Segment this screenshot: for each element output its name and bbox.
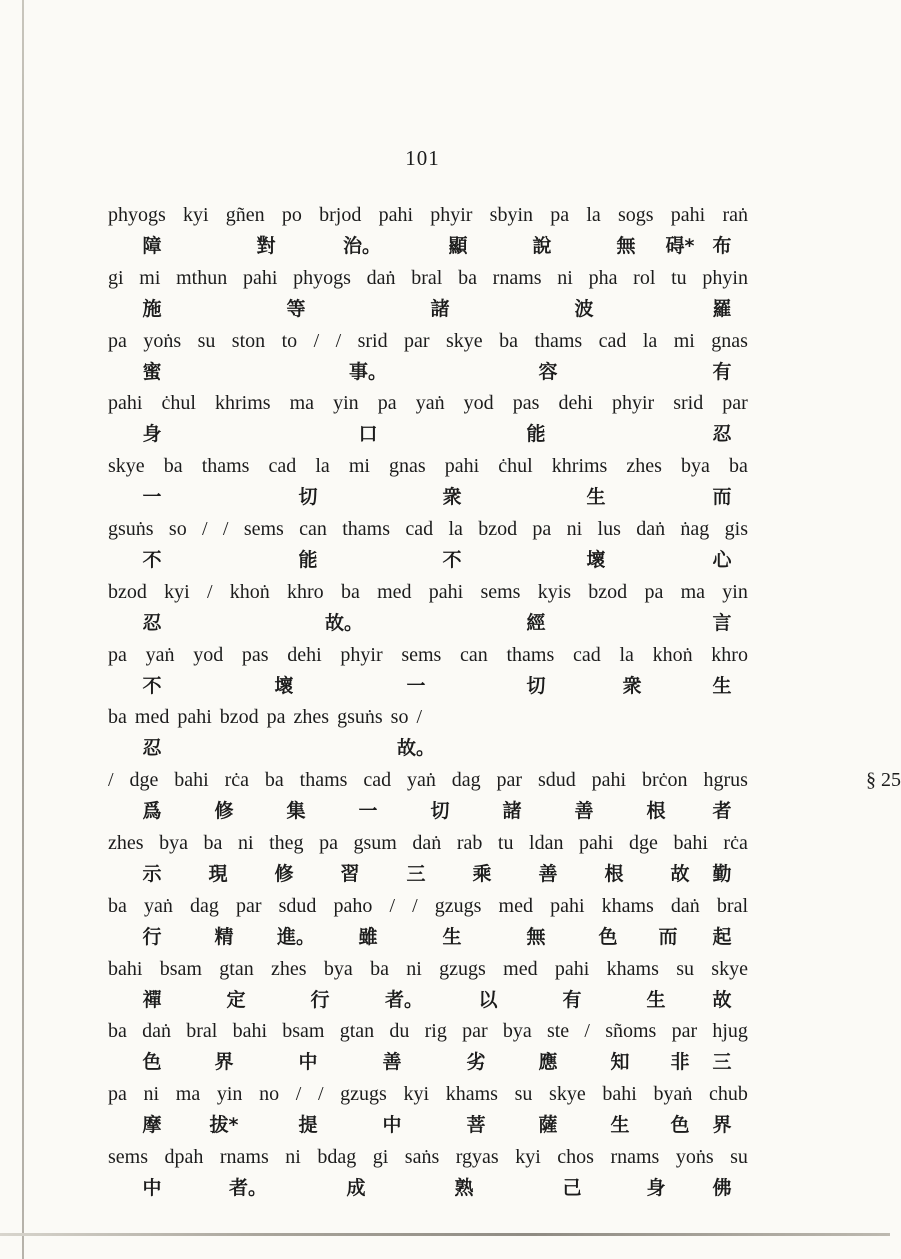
- chinese-character: 己: [562, 1176, 582, 1199]
- chinese-character: 生: [442, 925, 462, 948]
- chinese-character: 知: [610, 1051, 630, 1074]
- chinese-character: 爲: [142, 800, 162, 823]
- line-pair: [108, 640, 748, 703]
- chinese-character: 一: [358, 800, 378, 823]
- chinese-character: 精: [214, 925, 234, 948]
- chinese-gloss-line: [128, 1172, 732, 1204]
- chinese-character: 行: [142, 925, 162, 948]
- line-pair: [108, 1142, 748, 1205]
- chinese-gloss-line: [128, 356, 732, 388]
- chinese-character: 修: [274, 862, 294, 885]
- chinese-character: 一: [142, 486, 162, 509]
- chinese-character: 說: [532, 235, 552, 257]
- tibetan-line: pa yoṅs su ston to / / srid par skye ba thams cad la mi gnas: [108, 329, 748, 352]
- chinese-character: 善: [574, 800, 594, 823]
- chinese-character: 應: [538, 1051, 558, 1074]
- chinese-character: 定: [226, 988, 246, 1011]
- line-pair: [108, 451, 748, 514]
- chinese-character: 根: [604, 862, 624, 885]
- line-pair: [108, 200, 748, 263]
- chinese-character: 乘: [472, 862, 492, 885]
- chinese-character: 能: [526, 423, 546, 446]
- chinese-character: 壞: [274, 674, 294, 697]
- chinese-character: 顯: [448, 235, 468, 257]
- line-pair: [108, 263, 748, 326]
- chinese-character: 生: [646, 988, 666, 1011]
- line-pair: [108, 702, 748, 765]
- chinese-character: 善: [382, 1051, 402, 1074]
- chinese-character: 碍*: [665, 235, 695, 257]
- chinese-gloss-line: [128, 858, 732, 890]
- chinese-character: 三: [406, 862, 426, 885]
- chinese-character: 善: [538, 862, 558, 885]
- chinese-character: 故。: [324, 611, 364, 634]
- page-binding-edge: [22, 0, 24, 1259]
- chinese-character: 三: [712, 1051, 732, 1074]
- chinese-character: 有: [562, 988, 582, 1011]
- chinese-character: 無: [616, 235, 636, 257]
- chinese-character: 不: [142, 674, 162, 697]
- line-pair: [108, 326, 748, 389]
- chinese-character: 施: [142, 297, 162, 320]
- page-number: 101: [405, 146, 440, 170]
- chinese-character: 者。: [384, 988, 424, 1011]
- chinese-character: 修: [214, 800, 234, 823]
- chinese-character: 生: [586, 486, 606, 509]
- chinese-character: 生: [610, 1114, 630, 1137]
- chinese-character: 者。: [228, 1176, 268, 1199]
- tibetan-line: pahi ċhul khrims ma yin pa yaṅ yod pas dehi phyir srid par: [108, 392, 748, 415]
- chinese-character: 羅: [712, 297, 732, 320]
- chinese-gloss-line: [128, 1046, 732, 1078]
- chinese-character: 禪: [142, 988, 162, 1011]
- page-body: [108, 200, 901, 1205]
- chinese-character: 中: [142, 1176, 162, 1199]
- chinese-character: 界: [214, 1051, 234, 1074]
- chinese-character: 中: [382, 1114, 402, 1137]
- chinese-character: 身: [646, 1176, 666, 1199]
- chinese-character: 非: [670, 1051, 690, 1074]
- chinese-gloss-line: [128, 293, 732, 325]
- tibetan-line: gsuṅs so / / sems can thams cad la bzod pa ni lus daṅ ṅag gis: [108, 517, 748, 540]
- chinese-character: 忍: [142, 611, 162, 634]
- chinese-character: 提: [298, 1114, 318, 1137]
- chinese-character: 能: [298, 548, 318, 571]
- tibetan-line: ba daṅ bral bahi bsam gtan du rig par bya ste / sñoms par hjug: [108, 1020, 748, 1043]
- tibetan-line: pa yaṅ yod pas dehi phyir sems can thams cad la khoṅ khro: [108, 643, 748, 666]
- chinese-character: 忍: [712, 423, 732, 446]
- chinese-character: 故。: [396, 737, 436, 760]
- chinese-character: 生: [712, 674, 732, 697]
- chinese-character: 示: [142, 862, 162, 885]
- chinese-character: 蜜: [142, 360, 162, 383]
- line-pair: [108, 828, 748, 891]
- chinese-character: 切: [298, 486, 318, 509]
- chinese-character: 中: [298, 1051, 318, 1074]
- chinese-character: 治。: [342, 235, 382, 257]
- tibetan-line: ba yaṅ dag par sdud paho / / gzugs med pahi khams daṅ bral: [108, 894, 748, 917]
- chinese-gloss-line: [128, 1109, 732, 1141]
- chinese-character: 容: [538, 360, 558, 383]
- chinese-character: 故: [670, 862, 690, 885]
- chinese-character: 摩: [142, 1114, 162, 1137]
- chinese-character: 者: [712, 800, 732, 823]
- chinese-character: 衆: [622, 674, 642, 697]
- tibetan-line: skye ba thams cad la mi gnas pahi ċhul khrims zhes bya ba: [108, 455, 748, 478]
- chinese-gloss-line: [128, 670, 732, 702]
- chinese-character: 根: [646, 800, 666, 823]
- chinese-character: 經: [526, 611, 546, 634]
- chinese-character: 等: [286, 297, 306, 320]
- chinese-character: 界: [712, 1114, 732, 1137]
- chinese-gloss-line: [128, 795, 732, 827]
- chinese-gloss-line: [128, 921, 732, 953]
- line-pair: [108, 388, 748, 451]
- line-pair: [108, 1016, 748, 1079]
- chinese-gloss-line: [128, 481, 732, 513]
- chinese-character: 雖: [358, 925, 378, 948]
- chinese-character: 色: [598, 925, 618, 948]
- section-marker: § 25: [866, 769, 901, 792]
- chinese-character: 言: [712, 611, 732, 634]
- chinese-character: 波: [574, 297, 594, 320]
- tibetan-line: zhes bya ba ni theg pa gsum daṅ rab tu ldan pahi dge bahi rċa: [108, 831, 748, 854]
- chinese-character: 習: [340, 862, 360, 885]
- chinese-character: 諸: [502, 800, 522, 823]
- line-pair: [108, 954, 748, 1017]
- chinese-character: 劣: [466, 1051, 486, 1074]
- chinese-character: 衆: [442, 486, 462, 509]
- chinese-character: 忍: [142, 737, 162, 760]
- chinese-character: 佛: [712, 1176, 732, 1199]
- chinese-character: 而: [658, 925, 678, 948]
- chinese-character: 對: [256, 235, 276, 257]
- line-pair: [108, 577, 748, 640]
- chinese-character: 而: [712, 486, 732, 509]
- tibetan-line: / dge bahi rċa ba thams cad yaṅ dag par sdud pahi brċon hgrus: [108, 769, 748, 792]
- chinese-character: 切: [526, 674, 546, 697]
- chinese-character: 起: [712, 925, 732, 948]
- chinese-character: 事。: [348, 360, 388, 383]
- chinese-character: 進。: [276, 925, 316, 948]
- line-pair: [108, 514, 748, 577]
- chinese-character: 有: [712, 360, 732, 383]
- chinese-character: 口: [358, 423, 378, 446]
- chinese-character: 切: [430, 800, 450, 823]
- tibetan-line: sems dpah rnams ni bdag gi saṅs rgyas kyi chos rnams yoṅs su: [108, 1145, 748, 1168]
- chinese-character: 身: [142, 423, 162, 446]
- chinese-character: 行: [310, 988, 330, 1011]
- tibetan-line: gi mi mthun pahi phyogs daṅ bral ba rnams ni pha rol tu phyin: [108, 266, 748, 289]
- chinese-character: 不: [442, 548, 462, 571]
- chinese-character: 一: [406, 674, 426, 697]
- tibetan-line: ba med pahi bzod pa zhes gsuṅs so /: [108, 706, 423, 729]
- chinese-character: 障: [142, 235, 162, 257]
- bottom-rule: [0, 1233, 890, 1236]
- chinese-character: 故: [712, 988, 732, 1011]
- chinese-character: 拔*: [209, 1114, 239, 1137]
- chinese-character: 色: [142, 1051, 162, 1074]
- chinese-character: 熟: [454, 1176, 474, 1199]
- chinese-gloss-line: [128, 418, 732, 450]
- chinese-gloss-line: [128, 984, 732, 1016]
- line-pair: [108, 1079, 748, 1142]
- tibetan-line: pa ni ma yin no / / gzugs kyi khams su skye bahi byaṅ chub: [108, 1083, 748, 1106]
- chinese-character: 薩: [538, 1114, 558, 1137]
- tibetan-line: bahi bsam gtan zhes bya ba ni gzugs med pahi khams su skye: [108, 957, 748, 980]
- chinese-character: 色: [670, 1114, 690, 1137]
- tibetan-line: phyogs kyi gñen po brjod pahi phyir sbyin pa la sogs pahi raṅ: [108, 204, 748, 226]
- chinese-character: 勤: [712, 862, 732, 885]
- chinese-gloss-line: [128, 544, 732, 576]
- chinese-character: 成: [346, 1176, 366, 1199]
- chinese-gloss-line: [128, 732, 728, 764]
- line-pair: [108, 891, 748, 954]
- line-pair: [108, 765, 901, 828]
- chinese-character: 現: [208, 862, 228, 885]
- chinese-gloss-line: [128, 230, 732, 262]
- chinese-character: 壞: [586, 548, 606, 571]
- chinese-character: 菩: [466, 1114, 486, 1137]
- chinese-character: 不: [142, 548, 162, 571]
- chinese-character: 無: [526, 925, 546, 948]
- tibetan-line: bzod kyi / khoṅ khro ba med pahi sems kyis bzod pa ma yin: [108, 580, 748, 603]
- chinese-character: 以: [478, 988, 498, 1011]
- chinese-gloss-line: [128, 607, 732, 639]
- chinese-character: 心: [712, 548, 732, 571]
- chinese-character: 諸: [430, 297, 450, 320]
- chinese-character: 布: [712, 235, 732, 257]
- chinese-character: 集: [286, 800, 306, 823]
